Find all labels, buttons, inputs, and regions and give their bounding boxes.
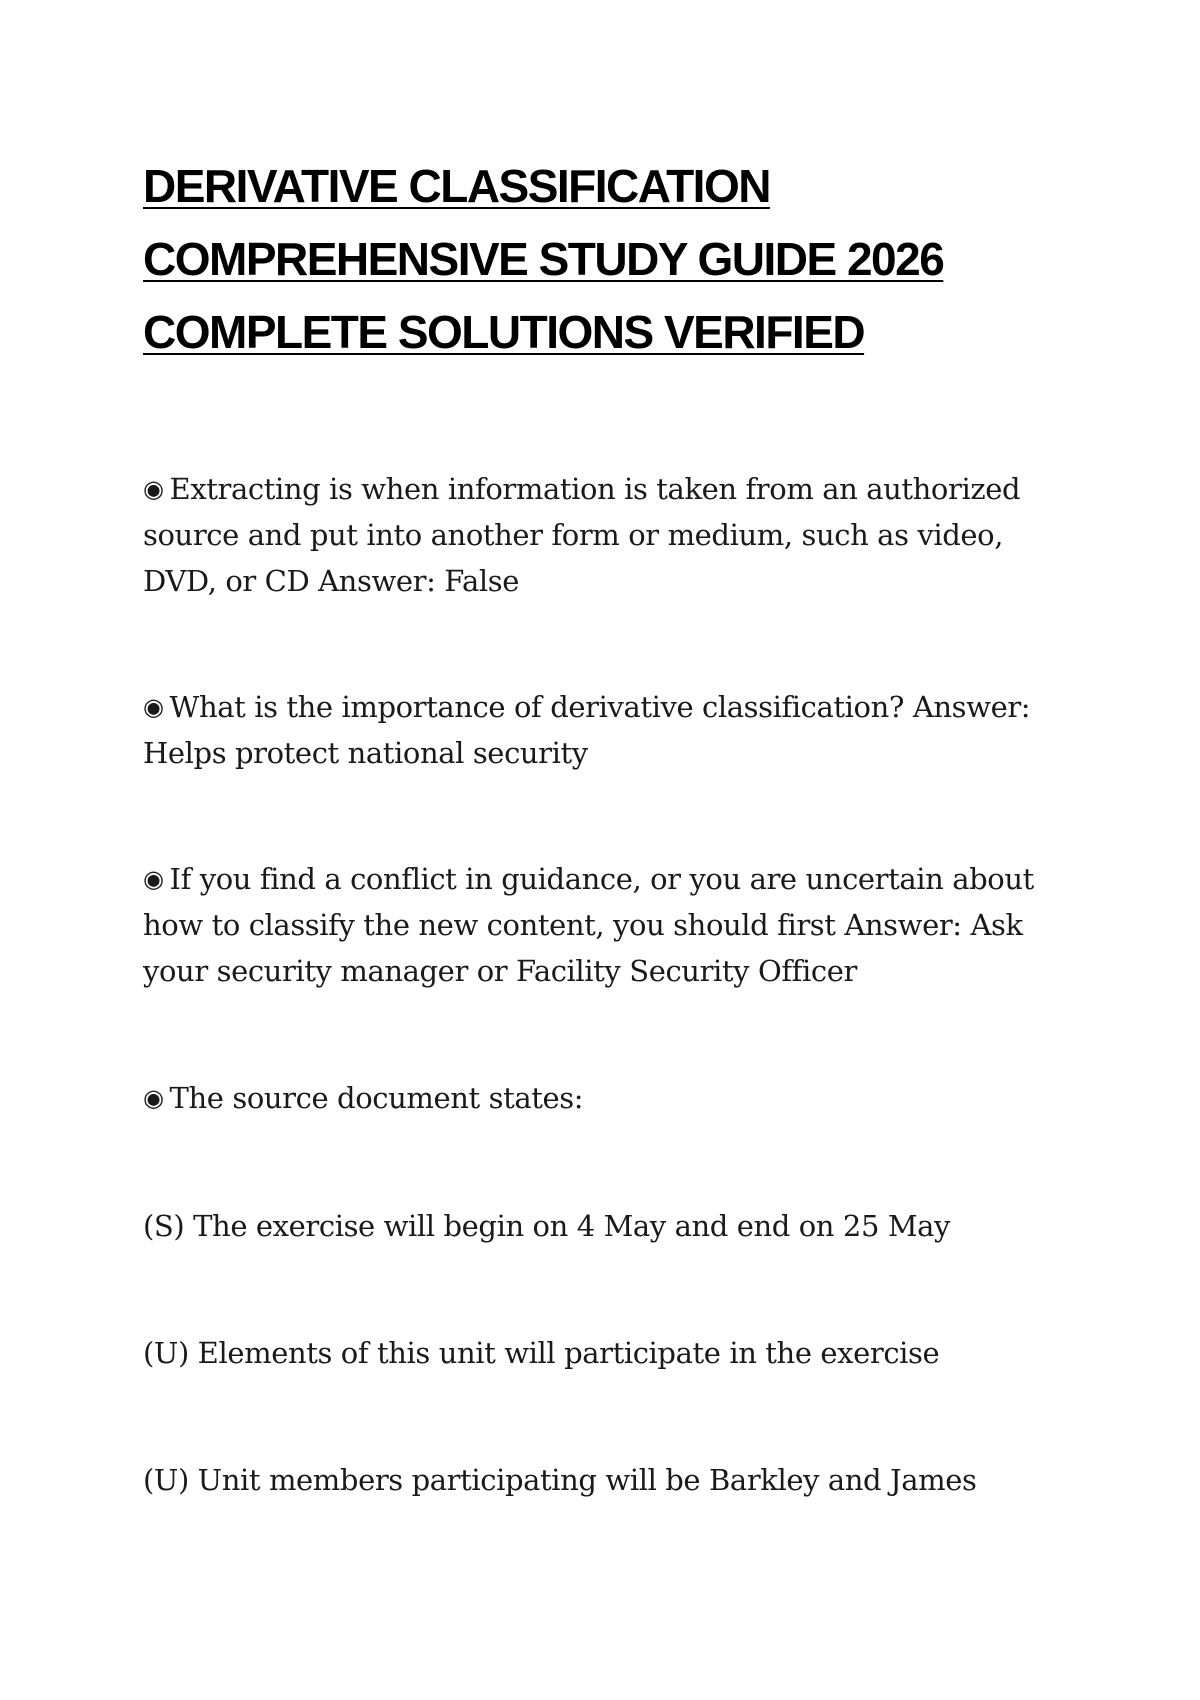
question-item-conflict xyxy=(143,856,1073,994)
question-item-source-document xyxy=(143,1075,1073,1121)
fisheye-bullet-icon: ◉ xyxy=(143,1084,164,1112)
statement-line: (S) The exercise will begin on 4 May and end on 25 May xyxy=(143,1209,950,1243)
question-text: If you find a conflict in guidance, or you are uncertain about how to classify the new content, you should first Answer: Ask your security manager or Facility Security Officer xyxy=(143,862,1034,988)
question-item-extracting xyxy=(143,466,1073,604)
fisheye-bullet-icon: ◉ xyxy=(143,865,164,893)
question-text: What is the importance of derivative classification? Answer: Helps protect national security xyxy=(143,690,1031,770)
question-list xyxy=(143,466,1073,1503)
document-page xyxy=(143,150,1073,1503)
statement-line: (U) Elements of this unit will participate in the exercise xyxy=(143,1336,940,1370)
fisheye-bullet-icon: ◉ xyxy=(143,475,164,503)
question-text: The source document states: xyxy=(169,1081,584,1115)
statement-line: (U) Unit members participating will be Barkley and James xyxy=(143,1463,977,1497)
question-item-importance xyxy=(143,684,1073,776)
fisheye-bullet-icon: ◉ xyxy=(143,693,164,721)
question-text: Extracting is when information is taken from an authorized source and put into another form or medium, such as video, DVD, or CD Answer: False xyxy=(143,472,1021,598)
document-title: DERIVATIVE CLASSIFICATION COMPREHENSIVE STUDY GUIDE 2026 COMPLETE SOLUTIONS VERIFIED xyxy=(143,160,944,358)
